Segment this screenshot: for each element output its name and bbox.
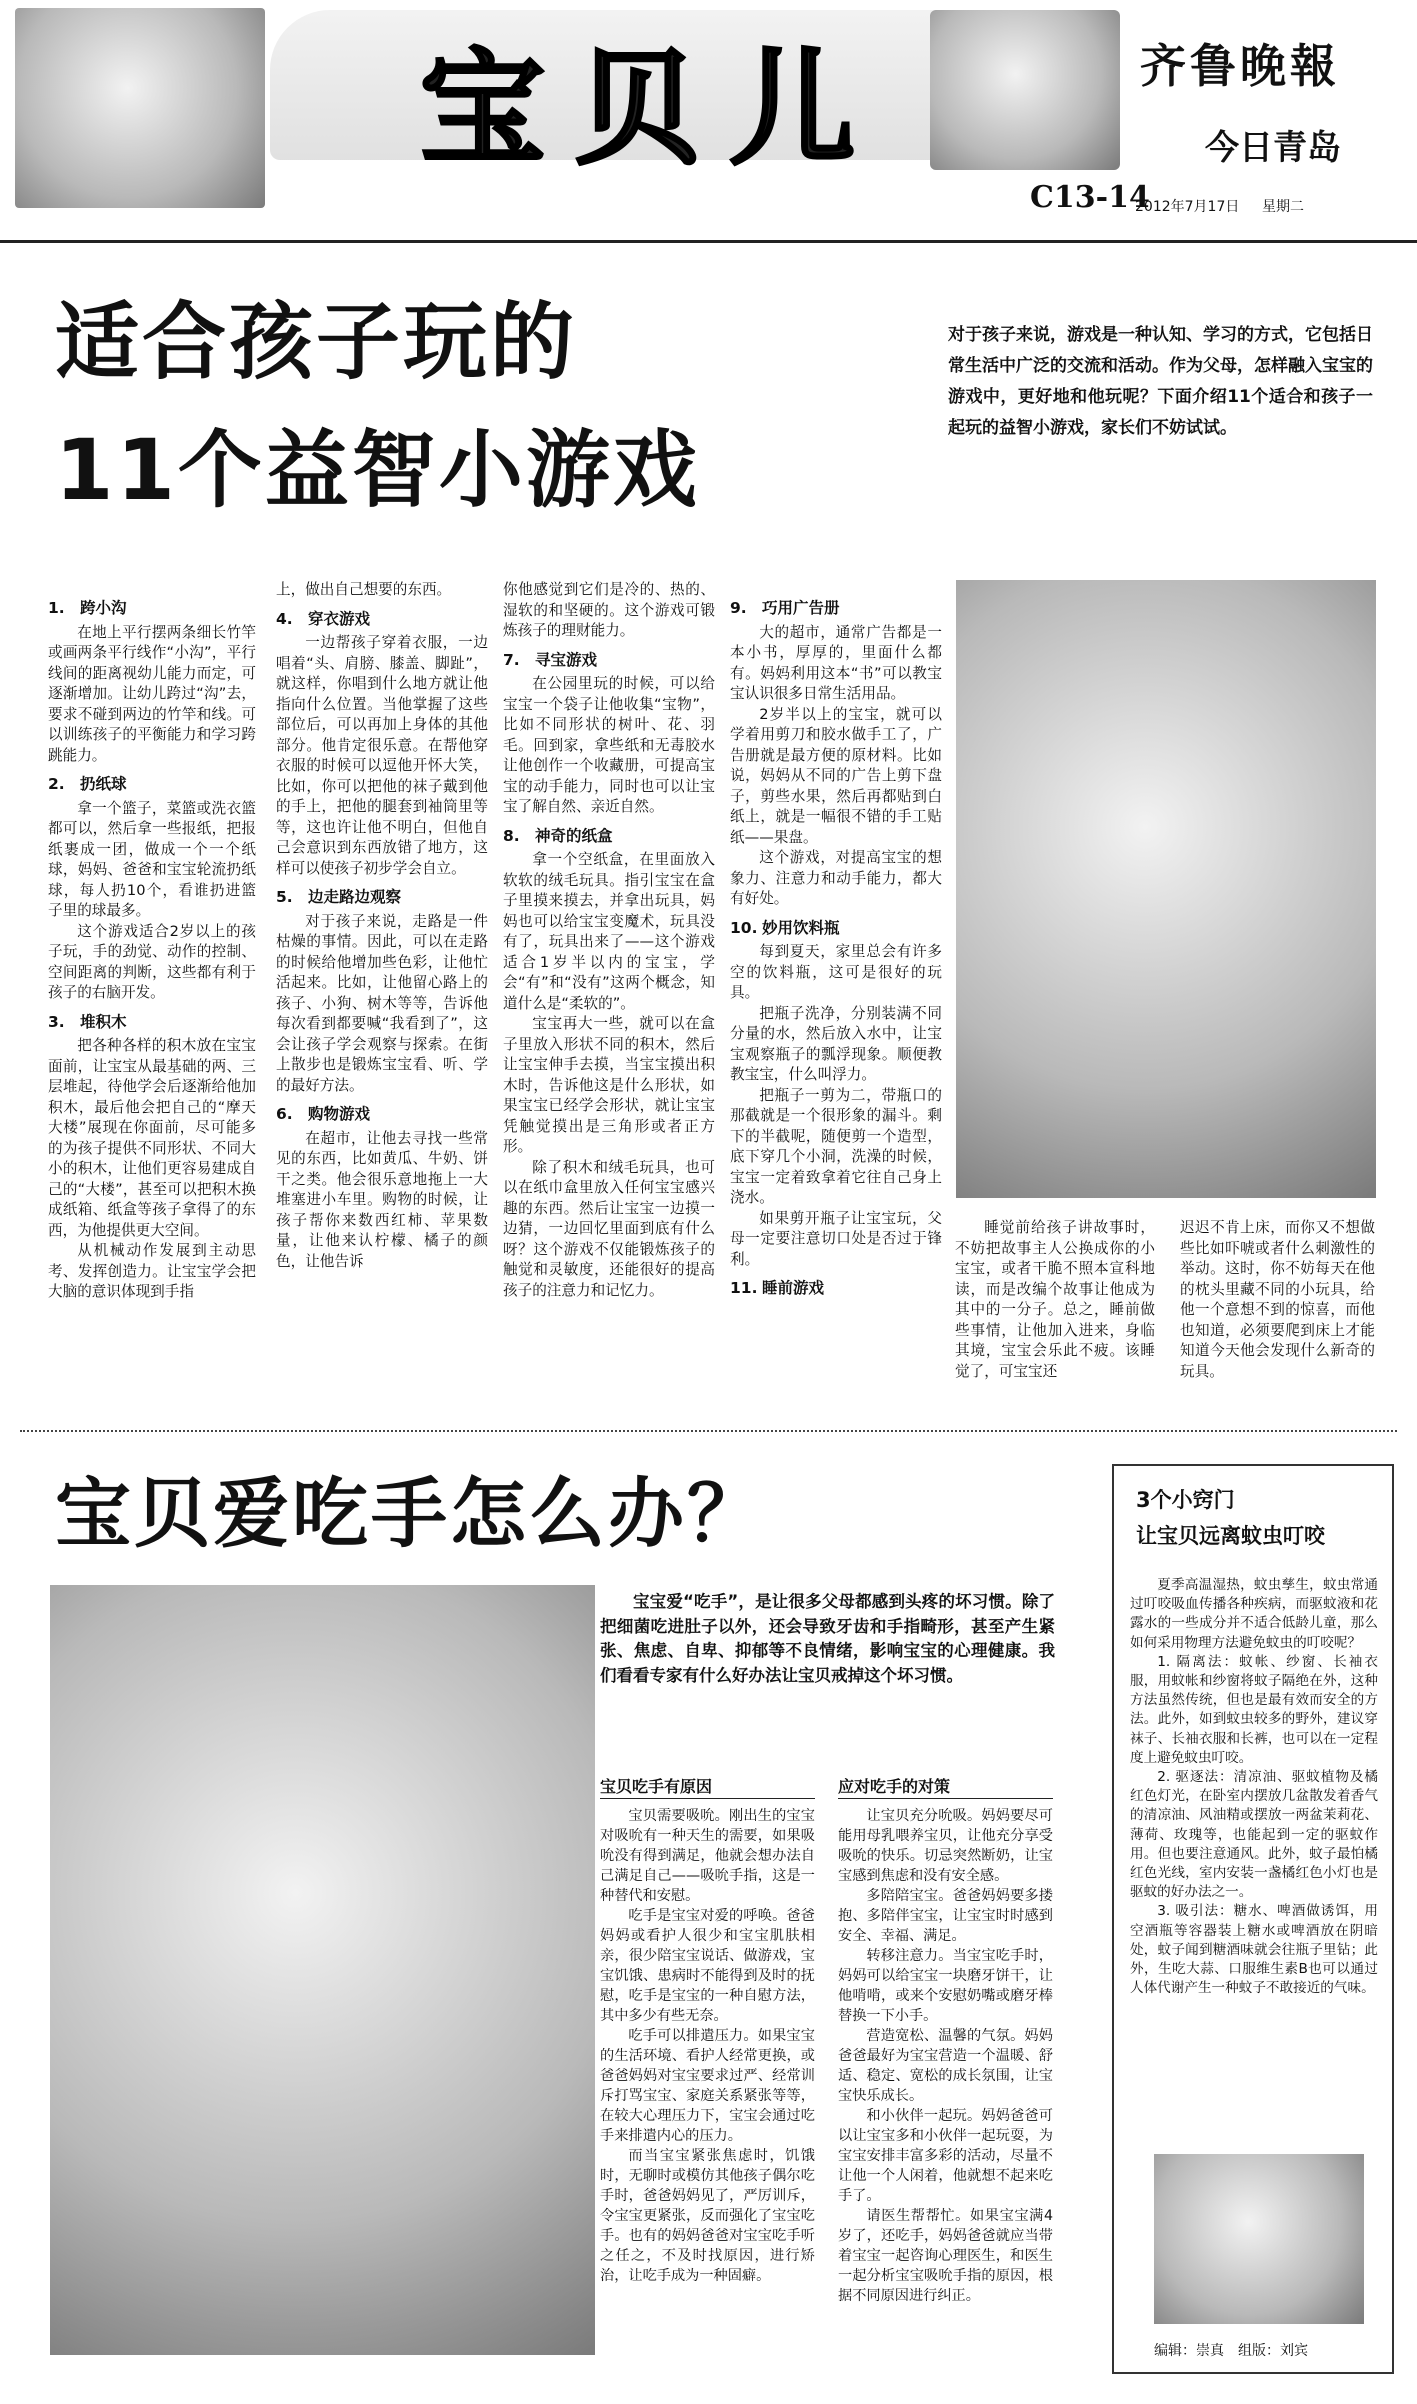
paragraph: 你他感觉到它们是冷的、热的、湿软的和坚硬的。这个游戏可锻炼孩子的理财能力。 (503, 581, 715, 639)
article2-intro: 宝宝爱“吃手”，是让很多父母都感到头疼的坏习惯。除了把细菌吃进肚子以外，还会导致牙齿和手指畸形，甚至产生紧张、焦虑、自卑、抑郁等不良情绪，影响宝宝的心理健康。我们看看专家有什么好办法让宝贝戒掉这个坏习惯。 (600, 1592, 1055, 1685)
paragraph: 1. 隔离法：蚊帐、纱窗、长袖衣服，用蚊帐和纱窗将蚊子隔绝在外，这种方法虽然传统，但也是最有效而安全的方法。此外，如到蚊虫较多的野外，建议穿袜子、长袖衣服和长裤，也可以在一定程度上避免蚊虫叮咬。 (1130, 1653, 1378, 1766)
section-title: 宝贝儿 (420, 37, 885, 182)
game-number: 8. (503, 826, 520, 845)
article2-right-column (838, 1806, 1053, 2306)
article1-column-6: 迟迟不肯上床，而你又不想做些比如吓唬或者什么刺激性的举动。这时，你不妨每天在他的枕头里藏不同的小玩具，给他一个意想不到的惊喜，而他也知道，必须要爬到床上才能知道今天他会发现什么新奇的玩具。 (1180, 1219, 1375, 1380)
game-heading (48, 598, 256, 619)
game-heading (503, 650, 715, 671)
sidebar-title-2: 让宝贝远离蚊虫叮咬 (1136, 1524, 1325, 1548)
article1-column-5: 睡觉前给孩子讲故事时，不妨把故事主人公换成你的小宝宝，或者干脆不照本宣科地读，而是改编个故事让他成为其中的一分子。总之，睡前做些事情，让他加入进来，身临其境，宝宝会乐此不疲。该睡觉了，可宝宝还 (955, 1219, 1155, 1380)
game-title: 堆积木 (80, 1012, 127, 1031)
game-title: 购物游戏 (308, 1105, 371, 1123)
paragraph: 营造宽松、温馨的气氛。妈妈爸爸最好为宝宝营造一个温暖、舒适、稳定、宽松的成长氛围，让宝宝快乐成长。 (838, 2028, 1053, 2104)
game-number: 7. (503, 650, 520, 669)
paper-name: 齐鲁晚報 (1140, 39, 1340, 93)
paragraph: 而当宝宝紧张焦虑时，饥饿时，无聊时或模仿其他孩子偶尔吃手时，爸爸妈妈见了，严厉训斥，令宝宝更紧张，反而强化了宝宝吃手。也有的妈妈爸爸对宝宝吃手听之任之，不及时找原因，进行矫治，让吃手成为一种固癖。 (600, 2148, 815, 2284)
game-heading (503, 826, 715, 847)
game-title: 扔纸球 (80, 775, 127, 793)
paragraph: 在地上平行摆两条细长竹竿或画两条平行线作“小沟”，平行线间的距离视幼儿能力而定，可逐渐增加。让幼儿跨过“沟”去，要求不碰到两边的竹竿和线。可以训练孩子的平衡能力和学习跨跳能力。 (48, 623, 256, 764)
paragraph: 让宝贝充分吮吸。妈妈要尽可能用母乳喂养宝贝，让他充分享受吸吮的快乐。切忌突然断奶，让宝宝感到焦虑和没有安全感。 (838, 1808, 1053, 1884)
masthead-photo-mother-baby (15, 8, 265, 208)
paragraph: 吃手是宝宝对爱的呼唤。爸爸妈妈或看护人很少和宝宝肌肤相亲，很少陪宝宝说话、做游戏，宝宝饥饿、患病时不能得到及时的抚慰，吃手是宝宝的一种自慰方法，其中多少有些无奈。 (600, 1908, 815, 2024)
paragraph: 这个游戏适合2岁以上的孩子玩，手的劲觉、动作的控制、空间距离的判断，这些都有利于孩子的右脑开发。 (48, 922, 256, 1001)
article1-photo-baby-sand (956, 580, 1376, 1198)
game-number: 4. (276, 609, 293, 628)
paragraph: 转移注意力。当宝宝吃手时，妈妈可以给宝宝一块磨牙饼干，让他啃啃，或来个安慰奶嘴或磨牙棒替换一下小手。 (838, 1948, 1053, 2024)
sidebar-box (1112, 1464, 1394, 2374)
article2-title: 宝贝爱吃手怎么办？ (55, 1469, 766, 1558)
game-number: 6. (276, 1105, 293, 1123)
article2-photo-baby-sucking-hand (50, 1585, 595, 2355)
masthead-rule (0, 240, 1417, 243)
game-heading (276, 609, 488, 630)
paragraph: 如果剪开瓶子让宝宝玩，父母一定要注意切口处是否过于锋利。 (730, 1209, 942, 1268)
game-heading (48, 1012, 256, 1033)
paragraph: 除了积木和绒毛玩具，也可以在纸巾盒里放入任何宝宝感兴趣的东西。然后让宝宝一边摸一边猜，一边回忆里面到底有什么呀？这个游戏不仅能锻炼孩子的触觉和灵敏度，还能很好的提高孩子的注意力和记忆力。 (503, 1158, 715, 1299)
game-title: 寻宝游戏 (535, 650, 598, 669)
game-number: 9. (730, 599, 747, 617)
game-title: 巧用广告册 (762, 599, 840, 617)
article1-column-1 (48, 590, 256, 1303)
paragraph: 在公园里玩的时候，可以给宝宝一个袋子让他收集“宝物”，比如不同形状的树叶、花、羽毛。回到家，拿些纸和无毒胶水让他创作一个收藏册，可提高宝宝的动手能力，同时也可以让宝宝了解自然、亲近自然。 (503, 675, 715, 815)
paragraph: 大的超市，通常广告都是一本小书，厚厚的，里面什么都有。妈妈利用这本“书”可以教宝宝认识很多日常生活用品。 (730, 623, 942, 702)
paragraph: 从机械动作发展到主动思考、发挥创造力。让宝宝学会把大脑的意识体现到手指 (48, 1242, 256, 1300)
paragraph: 2岁半以上的宝宝，就可以学着用剪刀和胶水做手工了，广告册就是最方便的原材料。比如说，妈妈从不同的广告上剪下盘子，剪些水果，然后再都贴到白纸上，就是一幅很不错的手工贴纸——果盘。 (730, 705, 942, 846)
game-title: 神奇的纸盒 (535, 826, 613, 845)
article1-title-line2: 11个益智小游戏 (55, 421, 700, 519)
paragraph: 把瓶子洗净，分别装满不同分量的水，然后放入水中，让宝宝观察瓶子的瓢浮现象。顺便教教宝宝，什么叫浮力。 (730, 1004, 942, 1083)
paragraph: 把瓶子一剪为二，带瓶口的那截就是一个很形象的漏斗。剩下的半截呢，随便剪一个造型，底下穿几个小洞，洗澡的时候，宝宝一定着致拿着它往自己身上浇水。 (730, 1086, 942, 1206)
game-number: 5. (276, 888, 293, 906)
section-divider (20, 1430, 1397, 1432)
article2-left-heading-rule (600, 1798, 815, 1799)
article1-intro: 对于孩子来说，游戏是一种认知、学习的方式，它包括日常生活中广泛的交流和活动。作为父母，怎样融入宝宝的游戏中，更好地和他玩呢？下面介绍11个适合和孩子一起玩的益智小游戏，家长们不妨试试。 (948, 325, 1373, 438)
sidebar-title-1: 3个小窍门 (1136, 1488, 1235, 1512)
paragraph: 2. 驱逐法：清凉油、驱蚊植物及橘红色灯光，在卧室内摆放几盆散发着香气的清凉油、风油精或摆放一两盆茉莉花、薄荷、玫瑰等，也能起到一定的驱蚊作用。但也要注意通风。此外，蚊子最怕橘红色光线，室内安装一盏橘红色小灯也是驱蚊的好办法之一。 (1130, 1769, 1378, 1901)
paragraph: 多陪陪宝宝。爸爸妈妈要多搂抱、多陪伴宝宝，让宝宝时时感到安全、幸福、满足。 (838, 1888, 1053, 1944)
paragraph: 宝贝需要吸吮。刚出生的宝宝对吸吮有一种天生的需要，如果吸吮没有得到满足，他就会想办法自己满足自己——吸吮手指，这是一种替代和安慰。 (600, 1808, 815, 1904)
article1-title-line1: 适合孩子玩的 (55, 293, 578, 391)
sidebar-photo-baby (1154, 2154, 1364, 2324)
article1-column-3 (503, 580, 715, 1301)
game-heading (730, 598, 942, 619)
issue-date: 2012年7月17日 (1135, 199, 1240, 215)
sidebar-body (1130, 1576, 1378, 1998)
game-heading (730, 918, 942, 939)
paragraph: 一边帮孩子穿着衣服，一边唱着“头、肩膀、膝盖、脚趾”，就这样，你唱到什么地方就让他指向什么位置。当他掌握了这些部位后，可以再加上身体的其他部分。他肯定很乐意。在帮他穿衣服的时候可以逗他开怀大笑，比如，你可以把他的袜子戴到他的手上，把他的腿套到袖筒里等等，这也许让他不明白，但他自己会意识到东西放错了地方，这样可以使孩子初步学会自立。 (276, 634, 488, 877)
game-number: 1. (48, 599, 65, 617)
edition-name: 今日青岛 (1205, 128, 1341, 168)
paragraph: 宝宝再大一些，就可以在盒子里放入形状不同的积木，然后让宝宝伸手去摸，当宝宝摸出积木时，告诉他这是什么形状，如果宝宝已经学会形状，就让宝宝凭触觉摸出是三角形或者正方形。 (503, 1015, 715, 1155)
paragraph: 拿一个篮子，菜篮或洗衣篮都可以，然后拿一些报纸，把报纸裹成一团，做成一个一个纸球，妈妈、爸爸和宝宝轮流扔纸球，每人扔10个，看谁扔进篮子里的球最多。 (48, 799, 256, 919)
paragraph: 请医生帮帮忙。如果宝宝满4岁了，还吃手，妈妈爸爸就应当带着宝宝一起咨询心理医生，和医生一起分析宝宝吸吮手指的原因，根据不同原因进行纠正。 (838, 2208, 1053, 2304)
paragraph: 3. 吸引法：糖水、啤酒做诱饵，用空酒瓶等容器装上糖水或啤酒放在阴暗处，蚊子闻到糖酒味就会往瓶子里钻；此外，生吃大蒜、口服维生素B也可以通过人体代谢产生一种蚊子不敢接近的气味。 (1130, 1903, 1378, 1997)
issue-weekday: 星期二 (1262, 199, 1304, 215)
paragraph: 把各种各样的积木放在宝宝面前，让宝宝从最基础的两、三层堆起，待他学会后逐渐给他加积木，最后他会把自己的“摩天大楼”展现在你面前，尽可能多的为孩子提供不同形状、不同大小的积木，让他们更容易建成自己的“大楼”，甚至可以把积木换成纸箱、纸盒等孩子拿得了的东西，为他提供更大空间。 (48, 1037, 256, 1239)
game-number: 2. (48, 775, 65, 793)
game-number: 11. (730, 1279, 758, 1297)
paragraph: 对于孩子来说，走路是一件枯燥的事情。因此，可以在走路的时候给他增加些色彩，让他忙活起来。比如，让他留心路上的孩子、小狗、树木等等，告诉他每次看到都要喊“我看到了”，这会让孩子学会观察与探索。在街上散步也是锻炼宝宝看、听、学的最好方法。 (276, 912, 488, 1094)
game-title: 睡前游戏 (762, 1279, 825, 1297)
game-heading (48, 774, 256, 795)
paragraph: 在超市，让他去寻找一些常见的东西，比如黄瓜、牛奶、饼干之类。他会很乐意地拖上一大堆塞进小车里。购物的时候，让孩子帮你来数西红柿、苹果数量，让他来认柠檬、橘子的颜色，让他告诉 (276, 1129, 488, 1270)
paragraph: 吃手可以排遣压力。如果宝宝的生活环境、看护人经常更换，或爸爸妈妈对宝宝要求过严、经常训斥打骂宝宝、家庭关系紧张等等，在较大心理压力下，宝宝会通过吃手来排遣内心的压力。 (600, 2028, 815, 2144)
paragraph: 上，做出自己想要的东西。 (276, 581, 452, 598)
article2-left-heading: 宝贝吃手有原因 (600, 1777, 713, 1796)
paragraph: 和小伙伴一起玩。妈妈爸爸可以让宝宝多和小伙伴一起玩耍，为宝宝安排丰富多彩的活动，尽量不让他一个人闲着，他就想不起来吃手了。 (838, 2108, 1053, 2204)
game-number: 10. (730, 918, 758, 937)
paragraph: 这个游戏，对提高宝宝的想象力、注意力和动手能力，都大有好处。 (730, 849, 942, 907)
article2-left-column (600, 1806, 815, 2286)
game-heading (730, 1278, 942, 1299)
game-heading (276, 887, 488, 908)
game-title: 穿衣游戏 (308, 609, 371, 628)
game-heading (276, 1104, 488, 1125)
editor-credit: 编辑：崇真 组版：刘宾 (1154, 2343, 1308, 2359)
game-title: 跨小沟 (80, 599, 127, 617)
game-title: 边走路边观察 (308, 888, 402, 906)
article1-column-2 (276, 580, 488, 1272)
game-title: 妙用饮料瓶 (762, 918, 840, 937)
article1-column-4 (730, 590, 942, 1303)
masthead-photo-toddler (930, 10, 1120, 170)
article2-right-heading-rule (838, 1798, 1053, 1799)
paragraph: 每到夏天，家里总会有许多空的饮料瓶，这可是很好的玩具。 (730, 943, 942, 1001)
paragraph: 拿一个空纸盒，在里面放入软软的绒毛玩具。指引宝宝在盒子里摸来摸去，并拿出玩具，妈妈也可以给宝宝变魔术，玩具没有了，玩具出来了——这个游戏适合1岁半以内的宝宝，学会“有”和“没有”这两个概念，知道什么是“柔软的”。 (503, 851, 715, 1012)
article2-right-heading: 应对吃手的对策 (838, 1777, 951, 1796)
game-number: 3. (48, 1012, 65, 1031)
paragraph: 夏季高温湿热，蚊虫孳生，蚊虫常通过叮咬吸血传播各种疾病，而驱蚊液和花露水的一些成分并不适合低龄儿童，那么如何采用物理方法避免蚊虫的叮咬呢？ (1130, 1577, 1378, 1651)
page-number: C13-14 (1030, 180, 1150, 215)
masthead (0, 0, 1417, 250)
